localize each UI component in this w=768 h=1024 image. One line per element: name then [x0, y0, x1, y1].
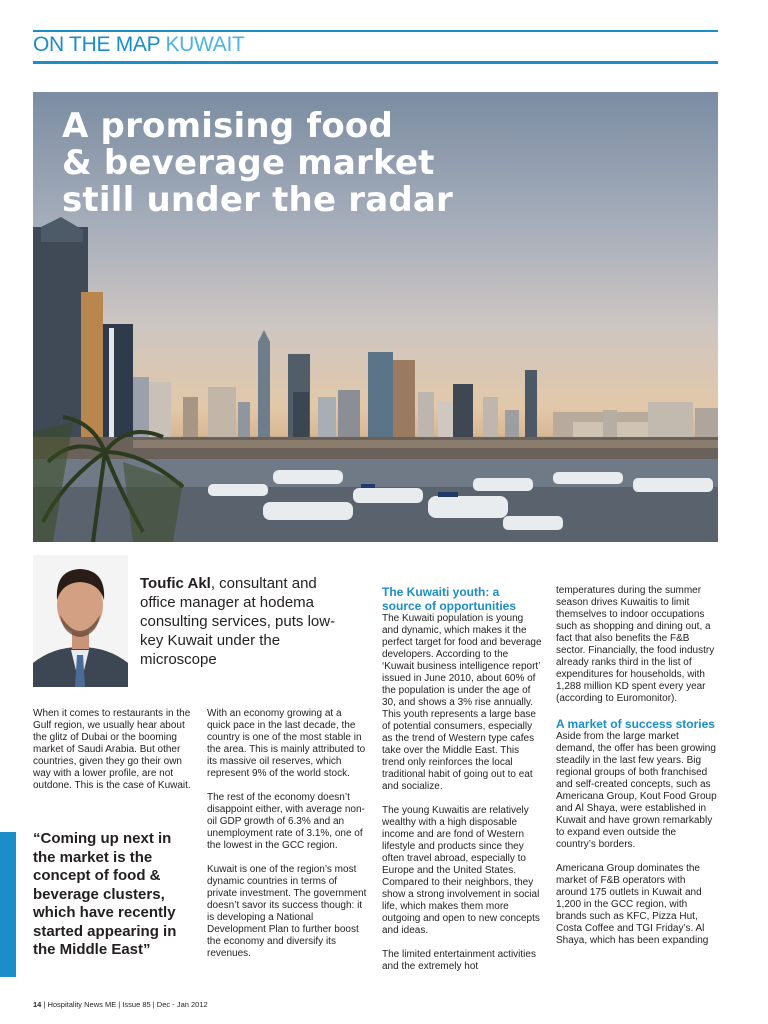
paragraph: The rest of the economy doesn’t disappoint either, with average non-oil GDP growth of 6.3% and an unemployment rate of 3.1%, one of the lowest in the GCC region.: [207, 792, 365, 851]
page-number: 14: [33, 1000, 42, 1009]
page-footer: [33, 1000, 208, 1009]
paragraph: Kuwait is one of the region’s most dynamic countries in terms of private investment. The government doesn’t savor its success though: it is developing a National Development Plan to further boost the economy and diversify its revenues.: [207, 864, 367, 959]
byline: [140, 574, 340, 669]
author-name: Toufic Akl: [140, 575, 211, 592]
subheading: The Kuwaiti youth: a source of opportunities: [382, 585, 517, 613]
section-country: KUWAIT: [165, 33, 245, 56]
author-portrait: [33, 555, 128, 687]
paragraph: temperatures during the summer season drives Kuwaitis to limit themselves to indoor occupations such as shopping and dining out, a fact that also benefits the F&B sector. Financially, the food industry already ranks third in the list of expenditures for households, with 1,288 million KD spent every year (according to Euromonitor).: [556, 585, 715, 704]
subheading: A market of success stories: [556, 717, 715, 731]
column-2: [207, 708, 367, 972]
paragraph: The young Kuwaitis are relatively wealthy with a high disposable income and are fond of Western lifestyle and products since they often travel abroad, especially to Europe and the United States. Compared to their neighbors, they show a strong involvement in social life, which makes them more outgoing and open to new concepts and ideas.: [382, 805, 540, 936]
pullquote-bar: [0, 832, 16, 977]
column-1: [33, 708, 193, 804]
header-rule-top: [33, 30, 718, 32]
paragraph: With an economy growing at a quick pace in the last decade, the country is one of the most stable in the area. This is mainly attributed to its massive oil reserves, which represent 9% of the world stock.: [207, 708, 366, 779]
paragraph: Aside from the large market demand, the offer has been growing steadily in the last few years. Big regional groups of both franchised and self-created concepts, such as Americana Group, Kout Food Group and Al Shaya, were established in Kuwait and have grown remarkably to expand even outside the country’s borders.: [556, 731, 717, 850]
column-3: [382, 585, 542, 985]
header-rule-bottom: [33, 61, 718, 64]
paragraph: The limited entertainment activities and the extremely hot: [382, 949, 536, 972]
paragraph: Americana Group dominates the market of F&B operators with around 175 outlets in Kuwait and 1,200 in the GCC region, with brands such as KFC, Pizza Hut, Costa Coffee and TGI Friday’s. Al Shaya, which has been expanding: [556, 863, 709, 946]
hero-image: [33, 92, 718, 542]
paragraph: The Kuwaiti population is young and dynamic, which makes it the perfect target for food and beverage developers. According to the ‘Kuwait business intelligence report’ issued in June 2010, about 60% of the population is under the age of 30, and shows a 3% rise annually. This youth represents a large base of potential consumers, especially as the trend of Western type cafes take over the Middle East. This trend only reinforces the local traditional habit of going out to eat and socialize.: [382, 613, 542, 792]
section-header: [33, 33, 245, 57]
paragraph: When it comes to restaurants in the Gulf region, we usually hear about the glitz of Dubai or the booming market of Saudi Arabia. But other countries, given they go their own way with a lower profile, are not outdone. This is the case of Kuwait.: [33, 708, 191, 791]
author-description: , consultant and office manager at hodema consulting services, puts low-key Kuwait under the microscope: [140, 575, 336, 668]
headline: A promising food & beverage market still under the radar: [62, 106, 454, 220]
author-photo: [33, 555, 128, 687]
column-4: [556, 585, 718, 959]
section-label: ON THE MAP: [33, 33, 160, 56]
pullquote: “Coming up next in the market is the concept of food & beverage clusters, which have recently started appearing in the Middle East”: [33, 830, 177, 958]
publication-info: | Hospitality News ME | Issue 85 | Dec - Jan 2012: [41, 1000, 208, 1009]
